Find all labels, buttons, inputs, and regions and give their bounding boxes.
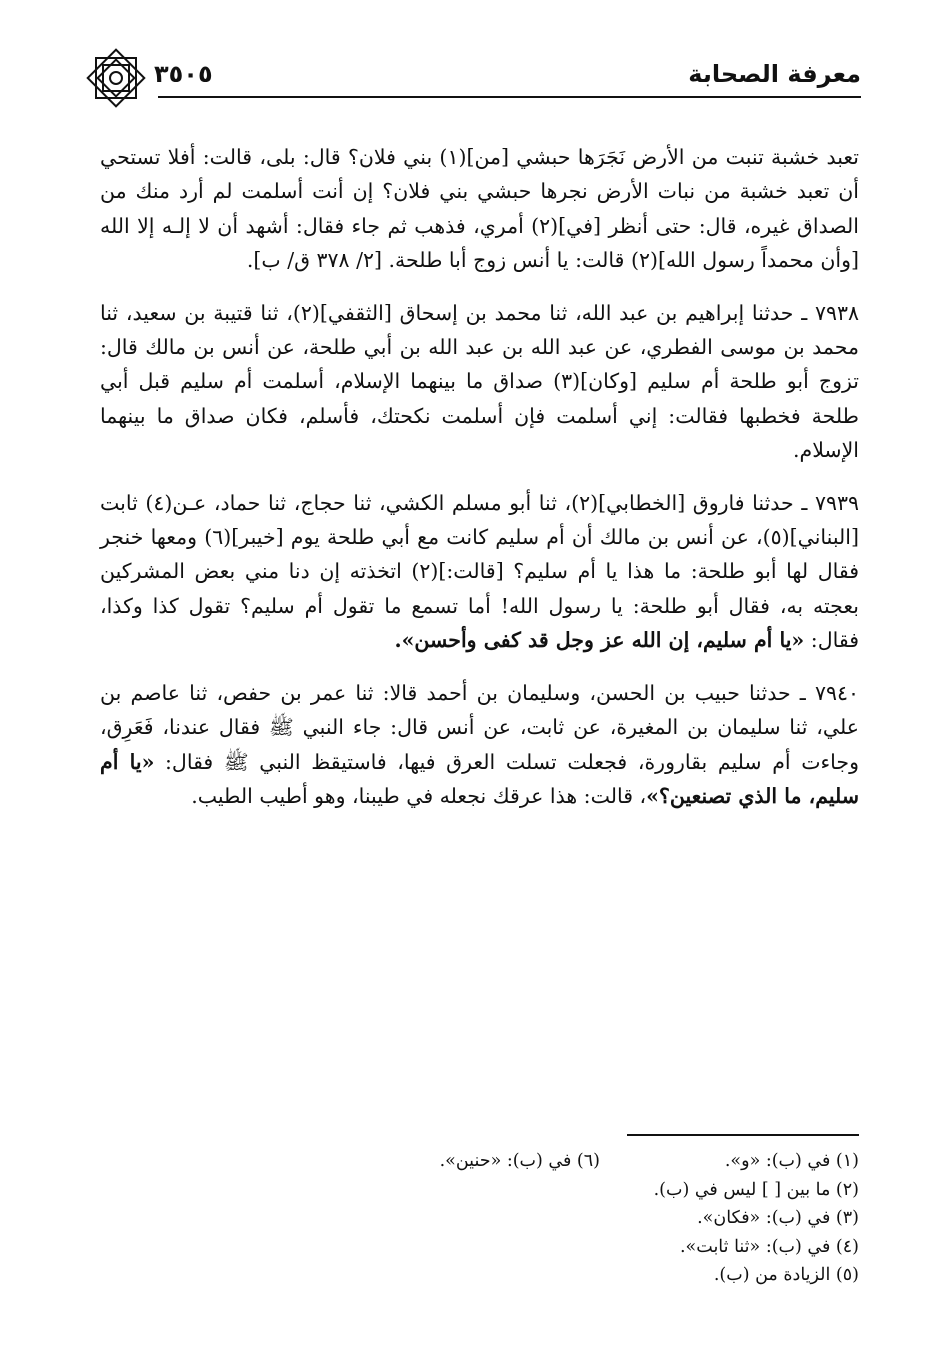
star-ornament-icon (84, 46, 148, 110)
quoted-speech: «يا أم سليم، إن الله عز وجل قد كفى وأحسن». (394, 628, 805, 653)
paragraph-hadith-7939 (100, 486, 859, 658)
paragraph-hadith-7938: ٧٩٣٨ ـ حدثنا إبراهيم بن عبد الله، ثنا محمد بن إسحاق [الثقفي](٢)، ثنا قتيبة بن سعيد، ثنا محمد بن موسى الفطري، عن عبد الله بن عبد الله بن أبي طلحة، عن أنس بن مالك قال: تزوج أبو طلحة أم سليم [وكان](٣) صداق ما بينهما الإسلام، أسلمت أم سليم قبل أبي طلحة فخطبها فقالت: إني أسلمت فإن أسلمت نكحتك، فأسلم، فكان صداق ما بينهما الإسلام. (100, 300, 859, 463)
footnote-5: (٥) الزيادة من (ب). (713, 1265, 859, 1286)
footnote-rule (627, 1134, 859, 1136)
footnote-column-left (370, 1147, 600, 1176)
main-text (100, 140, 859, 831)
page-header (88, 52, 861, 102)
quoted-speech: «يا أم سليم، ما الذي تصنعين؟» (100, 749, 859, 808)
footnote-6: (٦) في (ب): «حنين». (439, 1151, 600, 1171)
paragraph-tail: ، قالت: هذا عرقك نجعله في طيبنا، وهو أطيب الطيب. (191, 783, 647, 808)
paragraph-text: ٧٩٣٩ ـ حدثنا فاروق [الخطابي](٢)، ثنا أبو مسلم الكشي، ثنا حجاج، ثنا حماد، عـن(٤) ثابت [البناني](٥)، عن أنس بن مالك أن أم سليم كانت مع أبي طلحة يوم [خيبر](٦) ومعها خنجر فقال لها أبو طلحة: ما هذا يا أم سليم؟ [قالت:](٢) اتخذته إن دنا مني بعض المشركين بعجته به، فقال أبو طلحة: يا رسول الله! أما تسمع ما تقول أم سليم؟ تقول كذا وكذا، فقال: (100, 490, 859, 653)
header-rule (158, 96, 861, 98)
paragraph-1: تعبد خشبة تنبت من الأرض نَجَرَها حبشي [من](١) بني فلان؟ قال: بلى، قالت: أفلا تستحي أن تعبد خشبة من نبات الأرض نجرها حبشي بني فلان؟ إن أنت أسلمت لم أرد منك من الصداق غيره، قال: حتى أنظر [في](٢) أمري، فذهب ثم جاء فقال: أشهد أن لا إلـه إلا الله [وأن محمداً رسول الله](٢) قالت: يا أنس زوج أبا طلحة. [٢/ ٣٧٨ ق/ ب]. (100, 145, 860, 273)
running-title: معرفة الصحابة (688, 60, 861, 88)
paragraph-text: ٧٩٤٠ ـ حدثنا حبيب بن الحسن، وسليمان بن أحمد قالا: ثنا عمر بن حفص، ثنا عاصم بن علي، ثنا سليمان بن المغيرة، عن ثابت، عن أنس قال: جاء النبي ﷺ فقال عندنا، فَعَرِق، وجاءت أم سليم بقارورة، فجعلت تسلت العرق فيها، فاستيقظ النبي ﷺ فقال: (100, 680, 859, 774)
footnote-3: (٣) في (ب): «فكان». (697, 1208, 859, 1229)
footnote-2: (٢) ما بين [ ] ليس في (ب). (653, 1179, 859, 1200)
paragraph-hadith-7940 (100, 676, 859, 814)
footnote-1: (١) في (ب): «و». (724, 1151, 859, 1171)
footnote-4: (٤) في (ب): «ثنا ثابت». (679, 1236, 859, 1257)
page-number: ٣٥٠٥ (154, 60, 213, 88)
